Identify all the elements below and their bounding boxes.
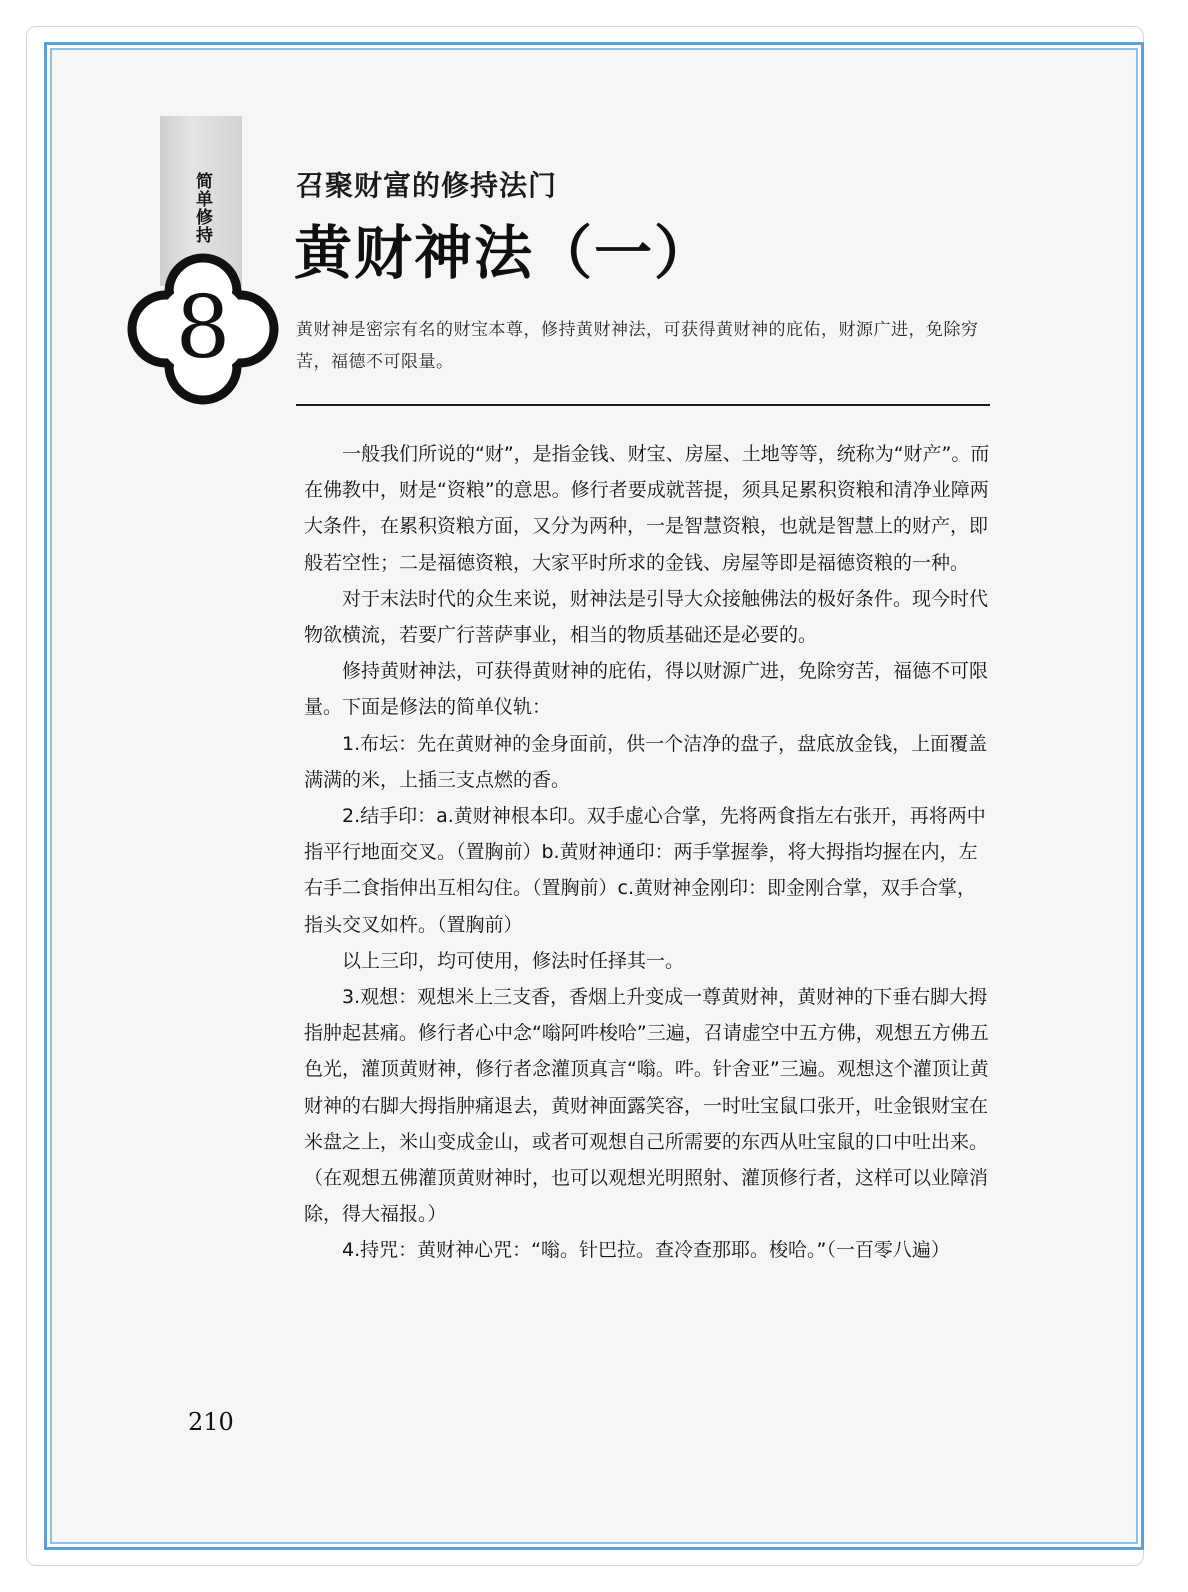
page-number: 210 — [188, 1408, 234, 1436]
chapter-number: 8 — [175, 278, 231, 378]
side-label: 简单修持 — [192, 172, 212, 244]
chapter-subtitle: 召聚财富的修持法门 — [296, 169, 558, 202]
body-text — [304, 436, 994, 1269]
paragraph: 4.持咒：黄财神心咒：“嗡。针巴拉。查冷查那耶。梭哈。”（一百零八遍） — [342, 1239, 950, 1262]
paragraph: 以上三印，均可使用，修法时任择其一。 — [342, 949, 685, 972]
chapter-intro: 黄财神是密宗有名的财宝本尊，修持黄财神法，可获得黄财神的庇佑，财源广进，免除穷苦，福德不可限量。 — [296, 320, 979, 372]
chapter-title: 黄财神法（一） — [294, 219, 715, 287]
paragraph: 对于末法时代的众生来说，财神法是引导大众接触佛法的极好条件。现今时代物欲横流，若要广行菩萨事业，相当的物质基础还是必要的。 — [304, 587, 989, 647]
paragraph: 2.结手印：a.黄财神根本印。双手虚心合掌，先将两食指左右张开，再将两中指平行地面交叉。（置胸前）b.黄财神通印：两手掌握拳，将大拇指均握在内，左右手二食指伸出互相勾住。（置胸前）c.黄财神金刚印：即金刚合掌，双手合掌，指头交叉如杵。（置胸前） — [304, 805, 986, 936]
divider-rule — [296, 404, 990, 406]
paragraph: 一般我们所说的“财”，是指金钱、财宝、房屋、土地等等，统称为“财产”。而在佛教中，财是“资粮”的意思。修行者要成就菩提，须具足累积资粮和清净业障两大条件，在累积资粮方面，又分为两种，一是智慧资粮，也就是智慧上的财产，即般若空性；二是福德资粮，大家平时所求的金钱、房屋等即是福德资粮的一种。 — [304, 443, 990, 574]
paragraph: 1.布坛：先在黄财神的金身面前，供一个洁净的盘子，盘底放金钱，上面覆盖满满的米，上插三支点燃的香。 — [304, 732, 988, 791]
paragraph: 3.观想：观想米上三支香，香烟上升变成一尊黄财神，黄财神的下垂右脚大拇指肿起甚痛。修行者心中念“嗡阿吽梭哈”三遍，召请虚空中五方佛，观想五方佛五色光，灌顶黄财神，修行者念灌顶真言“嗡。吽。针舍亚”三遍。观想这个灌顶让黄财神的右脚大拇指肿痛退去，黄财神面露笑容，一时吐宝鼠口张开，吐金银财宝在米盘之上，米山变成金山，或者可观想自己所需要的东西从吐宝鼠的口中吐出来。（在观想五佛灌顶黄财神时，也可以观想光明照射、灌顶修行者，这样可以业障消除，得大福报。） — [304, 986, 989, 1226]
paragraph: 修持黄财神法，可获得黄财神的庇佑，得以财源广进，免除穷苦，福德不可限量。下面是修法的简单仪轨： — [304, 660, 989, 719]
